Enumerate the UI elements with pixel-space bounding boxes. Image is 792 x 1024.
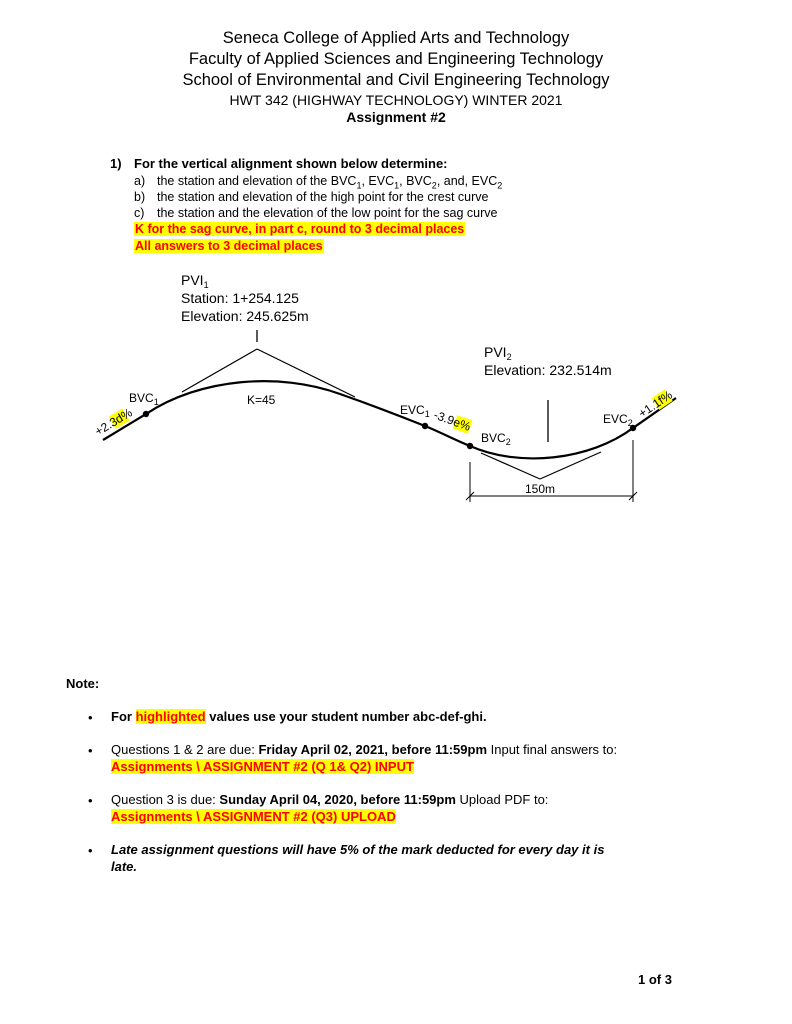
length-label: 150m xyxy=(525,482,556,496)
course-title: HWT 342 (HIGHWAY TECHNOLOGY) WINTER 2021 xyxy=(229,92,563,108)
grade3-group xyxy=(636,388,675,421)
part-b-text: the station and elevation of the high point for the crest curve xyxy=(157,190,489,204)
bullet-3: • xyxy=(88,793,93,808)
grade1-label: +2.3d% xyxy=(92,405,135,439)
bvc2-point xyxy=(467,443,473,449)
evc1-label: $EVC_1$ xyxy=(400,403,430,419)
evc1-point xyxy=(422,423,428,429)
pvi1-elevation: Elevation: 245.625m xyxy=(181,308,309,324)
bvc1-label: $BVC_1$ xyxy=(129,391,159,407)
note-item-2-path: Assignments \ ASSIGNMENT #2 (Q 1& Q2) INPUT xyxy=(111,759,414,774)
profile-curve xyxy=(146,381,633,458)
grade3-label: +1.1f% xyxy=(635,387,675,421)
note-item-3: Question 3 is due: Sunday April 04, 2020, before 11:59pm Upload PDF to: xyxy=(111,792,549,807)
assignment-title: Assignment #2 xyxy=(346,109,446,125)
bullet-1: • xyxy=(88,710,93,725)
bullet-4: • xyxy=(88,843,93,858)
bvc2-label: $BVC_2$ xyxy=(481,431,511,447)
note-title: Note: xyxy=(66,676,100,691)
pvi2-label: $PVI_2$ xyxy=(484,344,512,362)
highlight-decimal-instruction: All answers to 3 decimal places xyxy=(135,239,323,253)
grade2-group xyxy=(432,408,473,434)
note-item-3-path: Assignments \ ASSIGNMENT #2 (Q3) UPLOAD xyxy=(111,809,396,824)
pvi1-label: $PVI_1$ xyxy=(181,272,209,290)
question-number: 1) xyxy=(110,156,122,171)
school-name: School of Environmental and Civil Engineering Technology xyxy=(182,71,610,89)
evc2-label: $EVC_2$ xyxy=(603,412,633,428)
page-number: 1 of 3 xyxy=(638,972,672,987)
pvi2-elevation: Elevation: 232.514m xyxy=(484,362,612,378)
part-c-text: the station and the elevation of the low point for the sag curve xyxy=(157,206,498,220)
college-name: Seneca College of Applied Arts and Technology xyxy=(222,29,570,47)
part-c-label: c) xyxy=(134,206,145,220)
bvc1-point xyxy=(143,411,149,417)
bullet-2: • xyxy=(88,743,93,758)
faculty-name: Faculty of Applied Sciences and Engineering Technology xyxy=(188,50,604,68)
question-prompt: For the vertical alignment shown below determine: xyxy=(134,156,448,171)
part-a-label: a) xyxy=(134,174,146,188)
highlighted-word: highlighted xyxy=(135,709,206,724)
grade2-label: -3.9e% xyxy=(431,407,473,434)
pvi1-station: Station: 1+254.125 xyxy=(181,290,299,306)
highlight-k-instruction: K for the sag curve, in part c, round to 3 decimal places xyxy=(135,222,465,236)
part-b-label: b) xyxy=(134,190,146,204)
note-item-1: For highlighted values use your student number abc-def-ghi. xyxy=(111,709,487,724)
note-item-4-line1: Late assignment questions will have 5% of the mark deducted for every day it is xyxy=(111,842,605,857)
note-item-2: Questions 1 & 2 are due: Friday April 02, 2021, before 11:59pm Input final answers to: xyxy=(111,742,618,757)
part-a-text: the station and elevation of the $BVC_1$, $EVC_1$, $BVC_2$, and, $EVC_2$ xyxy=(157,174,503,191)
crest-tangent-right xyxy=(257,349,355,397)
k-value-label: K=45 xyxy=(247,393,276,407)
sag-tangent-right xyxy=(540,452,601,479)
note-item-4-line2: late. xyxy=(111,859,138,874)
